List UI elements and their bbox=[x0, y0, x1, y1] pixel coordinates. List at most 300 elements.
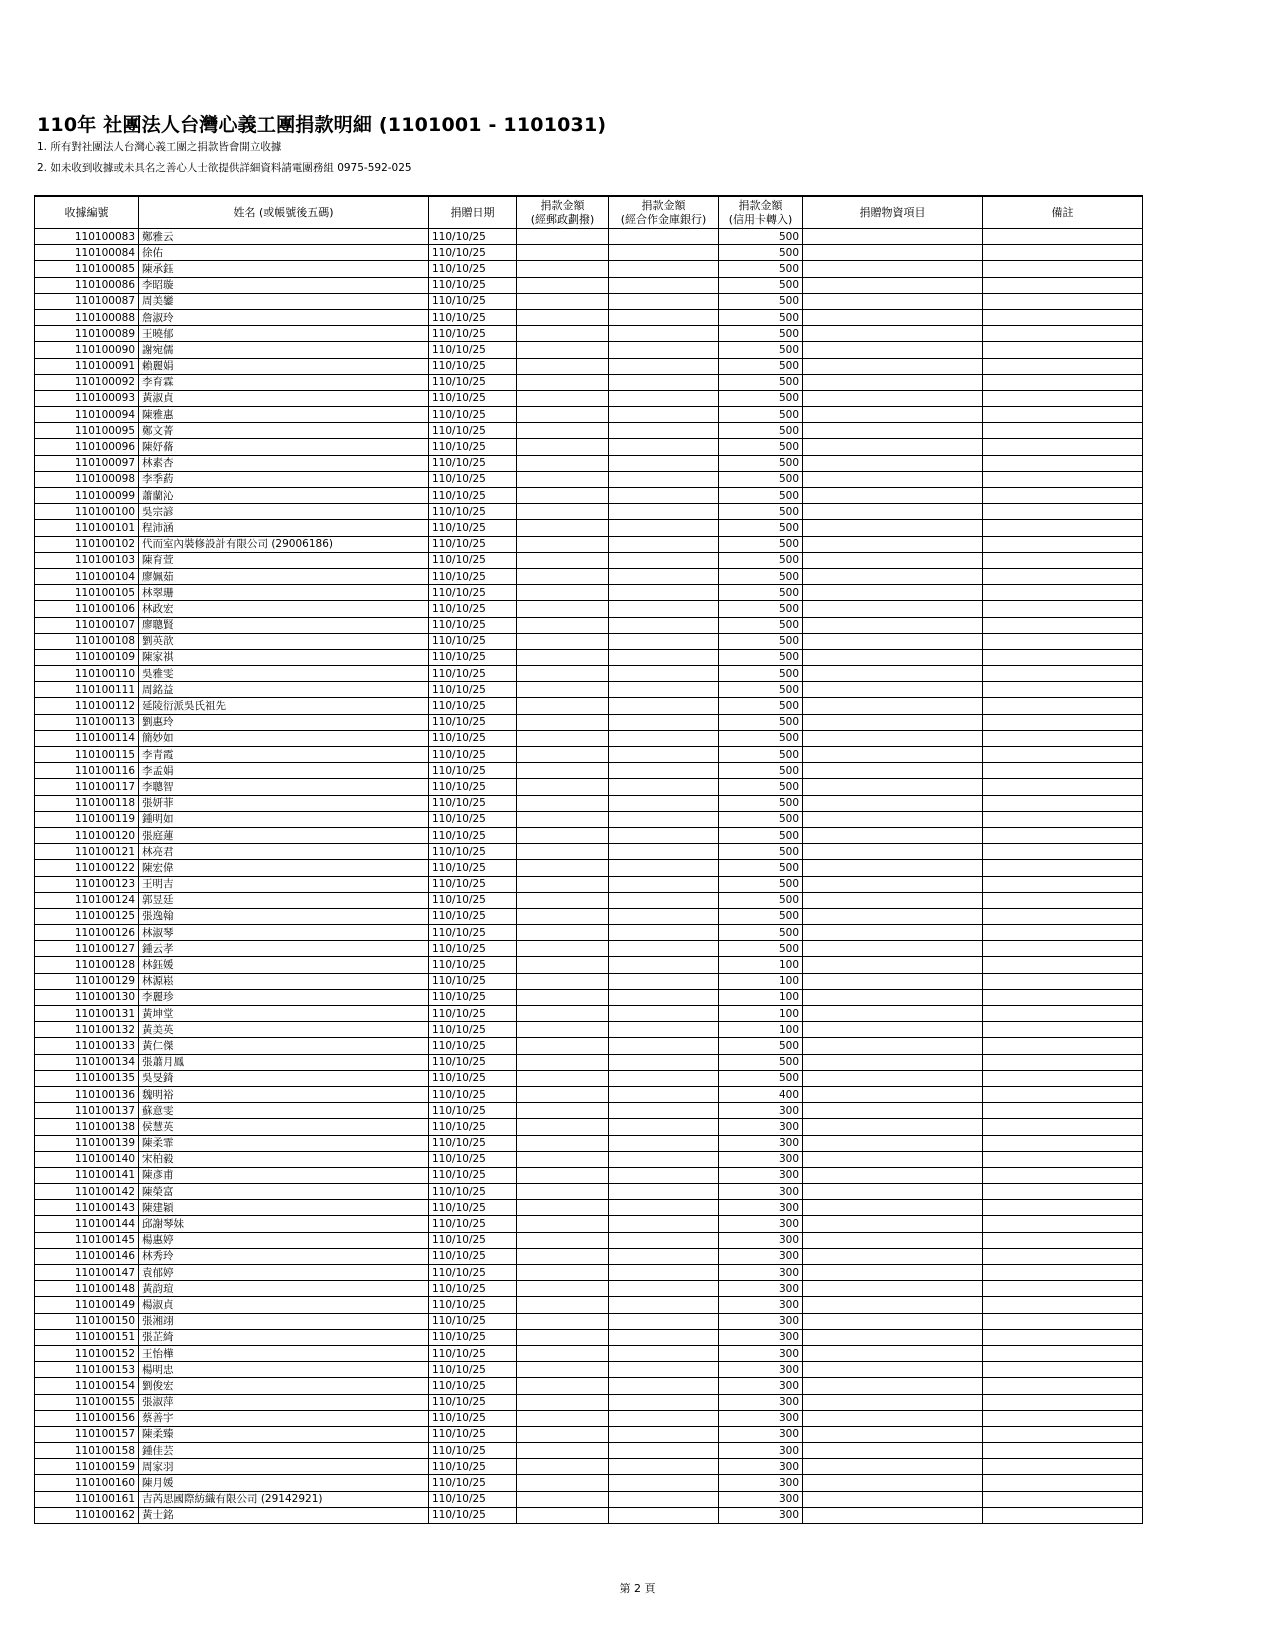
donor-name-cell: 詹淑玲 bbox=[139, 309, 429, 325]
amount-card-cell: 500 bbox=[719, 666, 803, 682]
table-row bbox=[35, 1248, 1143, 1264]
amount-postal-cell bbox=[517, 1022, 609, 1038]
amount-card-cell: 500 bbox=[719, 568, 803, 584]
amount-postal-cell bbox=[517, 941, 609, 957]
remarks-cell bbox=[983, 1507, 1143, 1523]
donor-name-cell: 陳妤蓨 bbox=[139, 439, 429, 455]
remarks-cell bbox=[983, 455, 1143, 471]
amount-bank-cell bbox=[609, 1378, 719, 1394]
remarks-cell bbox=[983, 941, 1143, 957]
goods-cell bbox=[803, 779, 983, 795]
table-row bbox=[35, 374, 1143, 390]
amount-bank-cell bbox=[609, 568, 719, 584]
donor-name-cell: 陳月媛 bbox=[139, 1475, 429, 1491]
remarks-cell bbox=[983, 649, 1143, 665]
donor-name-cell: 王曉郁 bbox=[139, 326, 429, 342]
goods-cell bbox=[803, 1038, 983, 1054]
header-amount-bank bbox=[609, 196, 719, 229]
amount-bank-cell bbox=[609, 989, 719, 1005]
donor-name-cell: 陳承鈺 bbox=[139, 261, 429, 277]
table-row bbox=[35, 536, 1143, 552]
table-row bbox=[35, 908, 1143, 924]
remarks-cell bbox=[983, 1103, 1143, 1119]
amount-card-cell: 300 bbox=[719, 1443, 803, 1459]
remarks-cell bbox=[983, 844, 1143, 860]
donor-name-cell: 黃韵瑄 bbox=[139, 1281, 429, 1297]
donation-date-cell: 110/10/25 bbox=[429, 989, 517, 1005]
donor-name-cell: 林素杏 bbox=[139, 455, 429, 471]
amount-postal-cell bbox=[517, 1410, 609, 1426]
amount-card-cell: 500 bbox=[719, 1070, 803, 1086]
amount-postal-cell bbox=[517, 1362, 609, 1378]
goods-cell bbox=[803, 1216, 983, 1232]
table-row bbox=[35, 698, 1143, 714]
amount-postal-cell bbox=[517, 957, 609, 973]
remarks-cell bbox=[983, 1248, 1143, 1264]
amount-bank-cell bbox=[609, 1006, 719, 1022]
donation-date-cell: 110/10/25 bbox=[429, 892, 517, 908]
amount-bank-cell bbox=[609, 1103, 719, 1119]
amount-bank-cell bbox=[609, 1313, 719, 1329]
amount-postal-cell bbox=[517, 714, 609, 730]
amount-postal-cell bbox=[517, 1345, 609, 1361]
donor-name-cell: 黃美英 bbox=[139, 1022, 429, 1038]
remarks-cell bbox=[983, 1329, 1143, 1345]
amount-card-cell: 500 bbox=[719, 827, 803, 843]
donation-date-cell: 110/10/25 bbox=[429, 309, 517, 325]
donation-date-cell: 110/10/25 bbox=[429, 1216, 517, 1232]
receipt-no-cell: 110100139 bbox=[35, 1135, 139, 1151]
donor-name-cell: 黃仁傑 bbox=[139, 1038, 429, 1054]
amount-bank-cell bbox=[609, 342, 719, 358]
table-row bbox=[35, 649, 1143, 665]
remarks-cell bbox=[983, 1459, 1143, 1475]
goods-cell bbox=[803, 536, 983, 552]
amount-card-cell: 500 bbox=[719, 455, 803, 471]
goods-cell bbox=[803, 1119, 983, 1135]
table-row bbox=[35, 1086, 1143, 1102]
goods-cell bbox=[803, 1345, 983, 1361]
donation-date-cell: 110/10/25 bbox=[429, 261, 517, 277]
donor-name-cell: 張淑萍 bbox=[139, 1394, 429, 1410]
table-row bbox=[35, 1345, 1143, 1361]
amount-bank-cell bbox=[609, 908, 719, 924]
table-row bbox=[35, 1006, 1143, 1022]
donor-name-cell: 陳柔臻 bbox=[139, 1426, 429, 1442]
remarks-cell bbox=[983, 1281, 1143, 1297]
donation-date-cell: 110/10/25 bbox=[429, 374, 517, 390]
goods-cell bbox=[803, 1265, 983, 1281]
table-row bbox=[35, 747, 1143, 763]
remarks-cell bbox=[983, 763, 1143, 779]
amount-bank-cell bbox=[609, 973, 719, 989]
donation-date-cell: 110/10/25 bbox=[429, 795, 517, 811]
table-body bbox=[35, 229, 1143, 1524]
header-date: 捐贈日期 bbox=[429, 196, 517, 229]
receipt-no-cell: 110100155 bbox=[35, 1394, 139, 1410]
donation-date-cell: 110/10/25 bbox=[429, 568, 517, 584]
donation-date-cell: 110/10/25 bbox=[429, 1345, 517, 1361]
donation-date-cell: 110/10/25 bbox=[429, 633, 517, 649]
table-row bbox=[35, 1184, 1143, 1200]
amount-postal-cell bbox=[517, 876, 609, 892]
receipt-no-cell: 110100141 bbox=[35, 1167, 139, 1183]
receipt-no-cell: 110100148 bbox=[35, 1281, 139, 1297]
donation-date-cell: 110/10/25 bbox=[429, 827, 517, 843]
receipt-no-cell: 110100117 bbox=[35, 779, 139, 795]
amount-bank-cell bbox=[609, 795, 719, 811]
table-row bbox=[35, 439, 1143, 455]
receipt-no-cell: 110100161 bbox=[35, 1491, 139, 1507]
table-row bbox=[35, 423, 1143, 439]
goods-cell bbox=[803, 649, 983, 665]
amount-bank-cell bbox=[609, 860, 719, 876]
remarks-cell bbox=[983, 309, 1143, 325]
amount-postal-cell bbox=[517, 633, 609, 649]
donation-date-cell: 110/10/25 bbox=[429, 326, 517, 342]
donor-name-cell: 鍾明如 bbox=[139, 811, 429, 827]
amount-card-cell: 500 bbox=[719, 326, 803, 342]
amount-postal-cell bbox=[517, 649, 609, 665]
table-row bbox=[35, 617, 1143, 633]
donation-date-cell: 110/10/25 bbox=[429, 1232, 517, 1248]
donation-date-cell: 110/10/25 bbox=[429, 1443, 517, 1459]
remarks-cell bbox=[983, 439, 1143, 455]
donation-date-cell: 110/10/25 bbox=[429, 1103, 517, 1119]
amount-card-cell: 300 bbox=[719, 1135, 803, 1151]
receipt-no-cell: 110100113 bbox=[35, 714, 139, 730]
amount-card-cell: 300 bbox=[719, 1265, 803, 1281]
donor-name-cell: 徐佑 bbox=[139, 245, 429, 261]
table-row bbox=[35, 714, 1143, 730]
amount-bank-cell bbox=[609, 876, 719, 892]
amount-bank-cell bbox=[609, 1507, 719, 1523]
remarks-cell bbox=[983, 568, 1143, 584]
donation-date-cell: 110/10/25 bbox=[429, 471, 517, 487]
remarks-cell bbox=[983, 1200, 1143, 1216]
amount-bank-cell bbox=[609, 1232, 719, 1248]
amount-postal-cell bbox=[517, 455, 609, 471]
donation-date-cell: 110/10/25 bbox=[429, 763, 517, 779]
amount-postal-cell bbox=[517, 795, 609, 811]
header-receipt-no: 收據編號 bbox=[35, 196, 139, 229]
amount-postal-cell bbox=[517, 471, 609, 487]
receipt-no-cell: 110100131 bbox=[35, 1006, 139, 1022]
donation-date-cell: 110/10/25 bbox=[429, 423, 517, 439]
donation-date-cell: 110/10/25 bbox=[429, 1022, 517, 1038]
amount-card-cell: 500 bbox=[719, 504, 803, 520]
remarks-cell bbox=[983, 730, 1143, 746]
remarks-cell bbox=[983, 1378, 1143, 1394]
receipt-no-cell: 110100132 bbox=[35, 1022, 139, 1038]
table-row bbox=[35, 1022, 1143, 1038]
remarks-cell bbox=[983, 471, 1143, 487]
receipt-no-cell: 110100137 bbox=[35, 1103, 139, 1119]
amount-postal-cell bbox=[517, 229, 609, 245]
amount-bank-cell bbox=[609, 698, 719, 714]
donor-name-cell: 周家羽 bbox=[139, 1459, 429, 1475]
amount-postal-cell bbox=[517, 827, 609, 843]
goods-cell bbox=[803, 617, 983, 633]
donor-name-cell: 魏明裕 bbox=[139, 1086, 429, 1102]
goods-cell bbox=[803, 552, 983, 568]
amount-bank-cell bbox=[609, 892, 719, 908]
goods-cell bbox=[803, 925, 983, 941]
goods-cell bbox=[803, 1135, 983, 1151]
donation-date-cell: 110/10/25 bbox=[429, 1410, 517, 1426]
remarks-cell bbox=[983, 1038, 1143, 1054]
remarks-cell bbox=[983, 1119, 1143, 1135]
remarks-cell bbox=[983, 1184, 1143, 1200]
donation-date-cell: 110/10/25 bbox=[429, 714, 517, 730]
goods-cell bbox=[803, 358, 983, 374]
remarks-cell bbox=[983, 390, 1143, 406]
remarks-cell bbox=[983, 1216, 1143, 1232]
goods-cell bbox=[803, 520, 983, 536]
amount-postal-cell bbox=[517, 439, 609, 455]
receipt-no-cell: 110100129 bbox=[35, 973, 139, 989]
receipt-no-cell: 110100085 bbox=[35, 261, 139, 277]
donor-name-cell: 張芷綺 bbox=[139, 1329, 429, 1345]
donor-name-cell: 陳榮富 bbox=[139, 1184, 429, 1200]
donor-name-cell: 蕭蘭沁 bbox=[139, 488, 429, 504]
header-amount-card-line2: (信用卡轉入) bbox=[728, 212, 793, 226]
amount-card-cell: 500 bbox=[719, 552, 803, 568]
remarks-cell bbox=[983, 892, 1143, 908]
goods-cell bbox=[803, 601, 983, 617]
remarks-cell bbox=[983, 1265, 1143, 1281]
table-row bbox=[35, 633, 1143, 649]
donor-name-cell: 劉俊宏 bbox=[139, 1378, 429, 1394]
amount-card-cell: 500 bbox=[719, 277, 803, 293]
receipt-no-cell: 110100102 bbox=[35, 536, 139, 552]
donation-date-cell: 110/10/25 bbox=[429, 957, 517, 973]
donor-name-cell: 李麗珍 bbox=[139, 989, 429, 1005]
receipt-no-cell: 110100095 bbox=[35, 423, 139, 439]
remarks-cell bbox=[983, 1135, 1143, 1151]
amount-card-cell: 500 bbox=[719, 261, 803, 277]
donation-date-cell: 110/10/25 bbox=[429, 552, 517, 568]
amount-card-cell: 500 bbox=[719, 633, 803, 649]
table-row bbox=[35, 666, 1143, 682]
table-row bbox=[35, 779, 1143, 795]
amount-card-cell: 500 bbox=[719, 925, 803, 941]
amount-bank-cell bbox=[609, 1184, 719, 1200]
amount-bank-cell bbox=[609, 811, 719, 827]
amount-bank-cell bbox=[609, 1426, 719, 1442]
receipt-no-cell: 110100089 bbox=[35, 326, 139, 342]
amount-card-cell: 500 bbox=[719, 390, 803, 406]
amount-postal-cell bbox=[517, 1216, 609, 1232]
table-row bbox=[35, 811, 1143, 827]
receipt-no-cell: 110100124 bbox=[35, 892, 139, 908]
donor-name-cell: 謝宛儒 bbox=[139, 342, 429, 358]
amount-bank-cell bbox=[609, 1086, 719, 1102]
goods-cell bbox=[803, 1086, 983, 1102]
table-row bbox=[35, 293, 1143, 309]
table-row bbox=[35, 358, 1143, 374]
donation-date-cell: 110/10/25 bbox=[429, 1054, 517, 1070]
donation-date-cell: 110/10/25 bbox=[429, 1426, 517, 1442]
donation-date-cell: 110/10/25 bbox=[429, 1151, 517, 1167]
donor-name-cell: 簡妙如 bbox=[139, 730, 429, 746]
table-row bbox=[35, 277, 1143, 293]
amount-card-cell: 500 bbox=[719, 779, 803, 795]
receipt-no-cell: 110100135 bbox=[35, 1070, 139, 1086]
receipt-no-cell: 110100160 bbox=[35, 1475, 139, 1491]
goods-cell bbox=[803, 763, 983, 779]
amount-postal-cell bbox=[517, 1265, 609, 1281]
remarks-cell bbox=[983, 989, 1143, 1005]
goods-cell bbox=[803, 1362, 983, 1378]
remarks-cell bbox=[983, 1426, 1143, 1442]
amount-card-cell: 300 bbox=[719, 1232, 803, 1248]
goods-cell bbox=[803, 585, 983, 601]
donor-name-cell: 李孟娟 bbox=[139, 763, 429, 779]
goods-cell bbox=[803, 309, 983, 325]
receipt-no-cell: 110100121 bbox=[35, 844, 139, 860]
table-row bbox=[35, 309, 1143, 325]
donor-name-cell: 周銘益 bbox=[139, 682, 429, 698]
donor-name-cell: 黃坤堂 bbox=[139, 1006, 429, 1022]
amount-card-cell: 500 bbox=[719, 649, 803, 665]
goods-cell bbox=[803, 876, 983, 892]
remarks-cell bbox=[983, 747, 1143, 763]
document-title: 110年 社團法人台灣心義工團捐款明細 (1101001 - 1101031) bbox=[37, 114, 607, 136]
donation-date-cell: 110/10/25 bbox=[429, 390, 517, 406]
remarks-cell bbox=[983, 488, 1143, 504]
amount-postal-cell bbox=[517, 1475, 609, 1491]
amount-postal-cell bbox=[517, 1038, 609, 1054]
receipt-no-cell: 110100103 bbox=[35, 552, 139, 568]
amount-postal-cell bbox=[517, 1232, 609, 1248]
table-row bbox=[35, 1216, 1143, 1232]
receipt-no-cell: 110100088 bbox=[35, 309, 139, 325]
amount-card-cell: 500 bbox=[719, 520, 803, 536]
amount-postal-cell bbox=[517, 504, 609, 520]
goods-cell bbox=[803, 1006, 983, 1022]
donor-name-cell: 林源崧 bbox=[139, 973, 429, 989]
receipt-no-cell: 110100162 bbox=[35, 1507, 139, 1523]
amount-card-cell: 100 bbox=[719, 1006, 803, 1022]
amount-bank-cell bbox=[609, 309, 719, 325]
amount-card-cell: 500 bbox=[719, 876, 803, 892]
goods-cell bbox=[803, 1167, 983, 1183]
amount-card-cell: 500 bbox=[719, 245, 803, 261]
amount-bank-cell bbox=[609, 229, 719, 245]
amount-postal-cell bbox=[517, 730, 609, 746]
amount-bank-cell bbox=[609, 1475, 719, 1491]
remarks-cell bbox=[983, 1070, 1143, 1086]
amount-bank-cell bbox=[609, 1362, 719, 1378]
table-row bbox=[35, 504, 1143, 520]
goods-cell bbox=[803, 1491, 983, 1507]
donor-name-cell: 張庭蓮 bbox=[139, 827, 429, 843]
receipt-no-cell: 110100105 bbox=[35, 585, 139, 601]
donor-name-cell: 鍾佳芸 bbox=[139, 1443, 429, 1459]
donation-date-cell: 110/10/25 bbox=[429, 439, 517, 455]
header-amount-bank-line2: (經合作金庫銀行) bbox=[620, 212, 707, 226]
table-row bbox=[35, 1443, 1143, 1459]
donor-name-cell: 侯慧英 bbox=[139, 1119, 429, 1135]
amount-postal-cell bbox=[517, 1184, 609, 1200]
receipt-no-cell: 110100104 bbox=[35, 568, 139, 584]
donation-date-cell: 110/10/25 bbox=[429, 342, 517, 358]
table-row bbox=[35, 229, 1143, 245]
receipt-no-cell: 110100152 bbox=[35, 1345, 139, 1361]
goods-cell bbox=[803, 1151, 983, 1167]
table-header-row bbox=[35, 196, 1143, 229]
amount-card-cell: 100 bbox=[719, 957, 803, 973]
amount-bank-cell bbox=[609, 439, 719, 455]
remarks-cell bbox=[983, 342, 1143, 358]
donor-name-cell: 吳旻錡 bbox=[139, 1070, 429, 1086]
note-contact: 2. 如未收到收據或未具名之善心人士欲提供詳細資料請電團務組 0975-592-025 bbox=[37, 162, 412, 174]
donation-date-cell: 110/10/25 bbox=[429, 1184, 517, 1200]
table-row bbox=[35, 455, 1143, 471]
donor-name-cell: 鍾云孝 bbox=[139, 941, 429, 957]
remarks-cell bbox=[983, 1167, 1143, 1183]
receipt-no-cell: 110100112 bbox=[35, 698, 139, 714]
amount-card-cell: 300 bbox=[719, 1151, 803, 1167]
table-row bbox=[35, 1103, 1143, 1119]
amount-bank-cell bbox=[609, 957, 719, 973]
donation-date-cell: 110/10/25 bbox=[429, 1329, 517, 1345]
donor-name-cell: 黃士銘 bbox=[139, 1507, 429, 1523]
remarks-cell bbox=[983, 633, 1143, 649]
donation-date-cell: 110/10/25 bbox=[429, 1459, 517, 1475]
header-goods: 捐贈物資項目 bbox=[803, 196, 983, 229]
receipt-no-cell: 110100100 bbox=[35, 504, 139, 520]
goods-cell bbox=[803, 277, 983, 293]
goods-cell bbox=[803, 908, 983, 924]
table-row bbox=[35, 1329, 1143, 1345]
goods-cell bbox=[803, 698, 983, 714]
amount-card-cell: 500 bbox=[719, 536, 803, 552]
donation-date-cell: 110/10/25 bbox=[429, 1394, 517, 1410]
donor-name-cell: 代而室內裝修設計有限公司 (29006186) bbox=[139, 536, 429, 552]
amount-postal-cell bbox=[517, 779, 609, 795]
table-row bbox=[35, 1313, 1143, 1329]
donor-name-cell: 李青霞 bbox=[139, 747, 429, 763]
remarks-cell bbox=[983, 326, 1143, 342]
donation-date-cell: 110/10/25 bbox=[429, 973, 517, 989]
donation-date-cell: 110/10/25 bbox=[429, 455, 517, 471]
donation-date-cell: 110/10/25 bbox=[429, 488, 517, 504]
receipt-no-cell: 110100136 bbox=[35, 1086, 139, 1102]
goods-cell bbox=[803, 860, 983, 876]
amount-bank-cell bbox=[609, 488, 719, 504]
remarks-cell bbox=[983, 617, 1143, 633]
receipt-no-cell: 110100111 bbox=[35, 682, 139, 698]
table-row bbox=[35, 1297, 1143, 1313]
amount-bank-cell bbox=[609, 1491, 719, 1507]
donor-name-cell: 賴麗娟 bbox=[139, 358, 429, 374]
donation-date-cell: 110/10/25 bbox=[429, 585, 517, 601]
donation-date-cell: 110/10/25 bbox=[429, 698, 517, 714]
receipt-no-cell: 110100133 bbox=[35, 1038, 139, 1054]
amount-bank-cell bbox=[609, 1119, 719, 1135]
goods-cell bbox=[803, 504, 983, 520]
goods-cell bbox=[803, 811, 983, 827]
donation-date-cell: 110/10/25 bbox=[429, 536, 517, 552]
amount-card-cell: 500 bbox=[719, 908, 803, 924]
donor-name-cell: 吉芮思國際紡織有限公司 (29142921) bbox=[139, 1491, 429, 1507]
donation-date-cell: 110/10/25 bbox=[429, 649, 517, 665]
receipt-no-cell: 110100127 bbox=[35, 941, 139, 957]
receipt-no-cell: 110100150 bbox=[35, 1313, 139, 1329]
remarks-cell bbox=[983, 277, 1143, 293]
